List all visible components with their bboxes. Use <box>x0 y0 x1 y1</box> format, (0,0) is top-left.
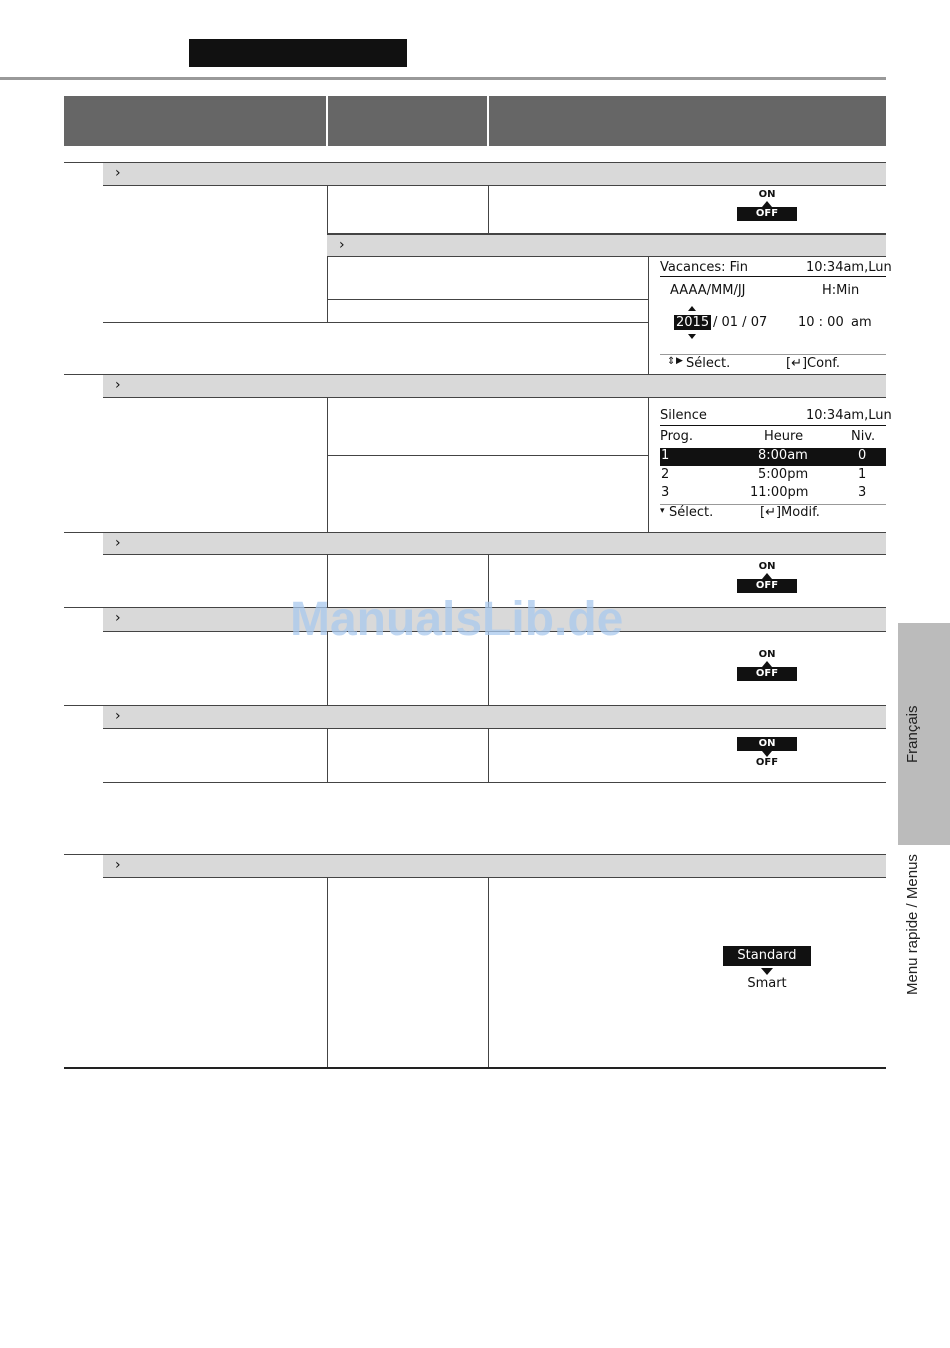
top-rule <box>0 77 886 80</box>
table-header <box>64 96 886 146</box>
off-label-selected: OFF <box>737 207 797 221</box>
col-niv: Niv. <box>851 429 876 444</box>
off-label-selected: OFF <box>737 667 797 681</box>
lcd-rule <box>660 425 886 426</box>
chevron-right-icon: › <box>115 535 121 551</box>
silence-lcd-screen <box>648 398 892 532</box>
row-divider <box>103 322 648 323</box>
lcd-rule <box>660 276 886 277</box>
table-cell: 11:00pm <box>750 485 809 500</box>
table-bottom-rule <box>64 1067 886 1069</box>
col-divider <box>488 186 489 234</box>
table-cell: 0 <box>858 448 867 463</box>
table-cell: 3 <box>661 485 670 500</box>
watermark: ManualsLib.de <box>290 593 624 646</box>
on-label: ON <box>758 561 776 572</box>
chevron-right-icon: › <box>115 857 121 873</box>
subsection-bar <box>327 234 886 257</box>
select-hint: Sélect. <box>686 356 731 371</box>
table-cell: 3 <box>858 485 867 500</box>
col-divider <box>327 878 328 1068</box>
on-label: ON <box>758 189 776 200</box>
section-bar <box>103 705 886 729</box>
modify-hint: [↵]Modif. <box>760 505 820 520</box>
toggle-off-selected <box>737 649 797 681</box>
toggle-off-selected <box>737 561 797 593</box>
chevron-right-icon: › <box>115 165 121 181</box>
mode-smart-option: Smart <box>747 976 787 991</box>
arrow-down-icon <box>761 968 773 975</box>
section-bar <box>103 854 886 878</box>
section-bar-vacances <box>103 162 886 186</box>
col-heure: Heure <box>764 429 804 444</box>
col-divider <box>488 878 489 1068</box>
table-cell: 2 <box>661 467 670 482</box>
on-label-selected: ON <box>737 737 797 751</box>
mode-selector <box>723 946 811 993</box>
ampm-field: am <box>851 315 872 330</box>
confirm-hint: [↵]Conf. <box>786 356 841 371</box>
date-format: AAAA/MM/JJ <box>670 283 746 298</box>
chapter-title-bar <box>189 39 407 67</box>
right-arrow-icon: ▶ <box>676 356 683 366</box>
arrow-up-icon <box>688 306 696 311</box>
up-down-arrows-icon: ⇕ <box>667 356 676 367</box>
header-divider <box>326 96 328 146</box>
chevron-right-icon: › <box>115 708 121 724</box>
row-divider <box>327 299 648 300</box>
select-hint: Sélect. <box>669 505 714 520</box>
row-divider <box>327 455 648 456</box>
lcd-clock: 10:34am,Lun <box>806 260 892 275</box>
lcd-clock: 10:34am,Lun <box>806 408 892 423</box>
arrow-down-icon <box>688 334 696 339</box>
col-divider <box>327 398 328 532</box>
col-divider <box>488 729 489 782</box>
section-bar-silence <box>103 374 886 398</box>
chevron-right-icon: › <box>115 610 121 626</box>
chevron-right-icon: › <box>339 237 345 253</box>
toggle-on-selected <box>737 737 797 769</box>
table-cell: 1 <box>858 467 867 482</box>
header-divider <box>487 96 489 146</box>
off-label: OFF <box>755 757 779 768</box>
row-divider <box>103 782 886 783</box>
side-tab-section: Menu rapide / Menus <box>904 854 921 995</box>
col-divider <box>327 729 328 782</box>
chevron-right-icon: › <box>115 377 121 393</box>
lcd-title: Silence <box>660 408 707 423</box>
time-format: H:Min <box>822 283 860 298</box>
down-arrow-icon: ▾ <box>660 506 665 516</box>
section-bar <box>103 532 886 555</box>
mode-standard-selected: Standard <box>723 946 811 966</box>
on-label: ON <box>758 649 776 660</box>
side-tab-language: Français <box>904 705 921 763</box>
vacances-lcd-screen <box>648 257 892 374</box>
year-field-selected: 2015 <box>676 315 710 330</box>
off-label-selected: OFF <box>737 579 797 593</box>
lcd-rule <box>660 354 886 355</box>
table-cell: 8:00am <box>758 448 808 463</box>
table-cell: 1 <box>661 448 670 463</box>
table-cell: 5:00pm <box>758 467 809 482</box>
time-field: 10 : 00 <box>798 315 844 330</box>
col-prog: Prog. <box>660 429 694 444</box>
month-day-field: / 01 / 07 <box>713 315 768 330</box>
vacances-toggle <box>737 189 797 221</box>
lcd-title: Vacances: Fin <box>660 260 749 275</box>
